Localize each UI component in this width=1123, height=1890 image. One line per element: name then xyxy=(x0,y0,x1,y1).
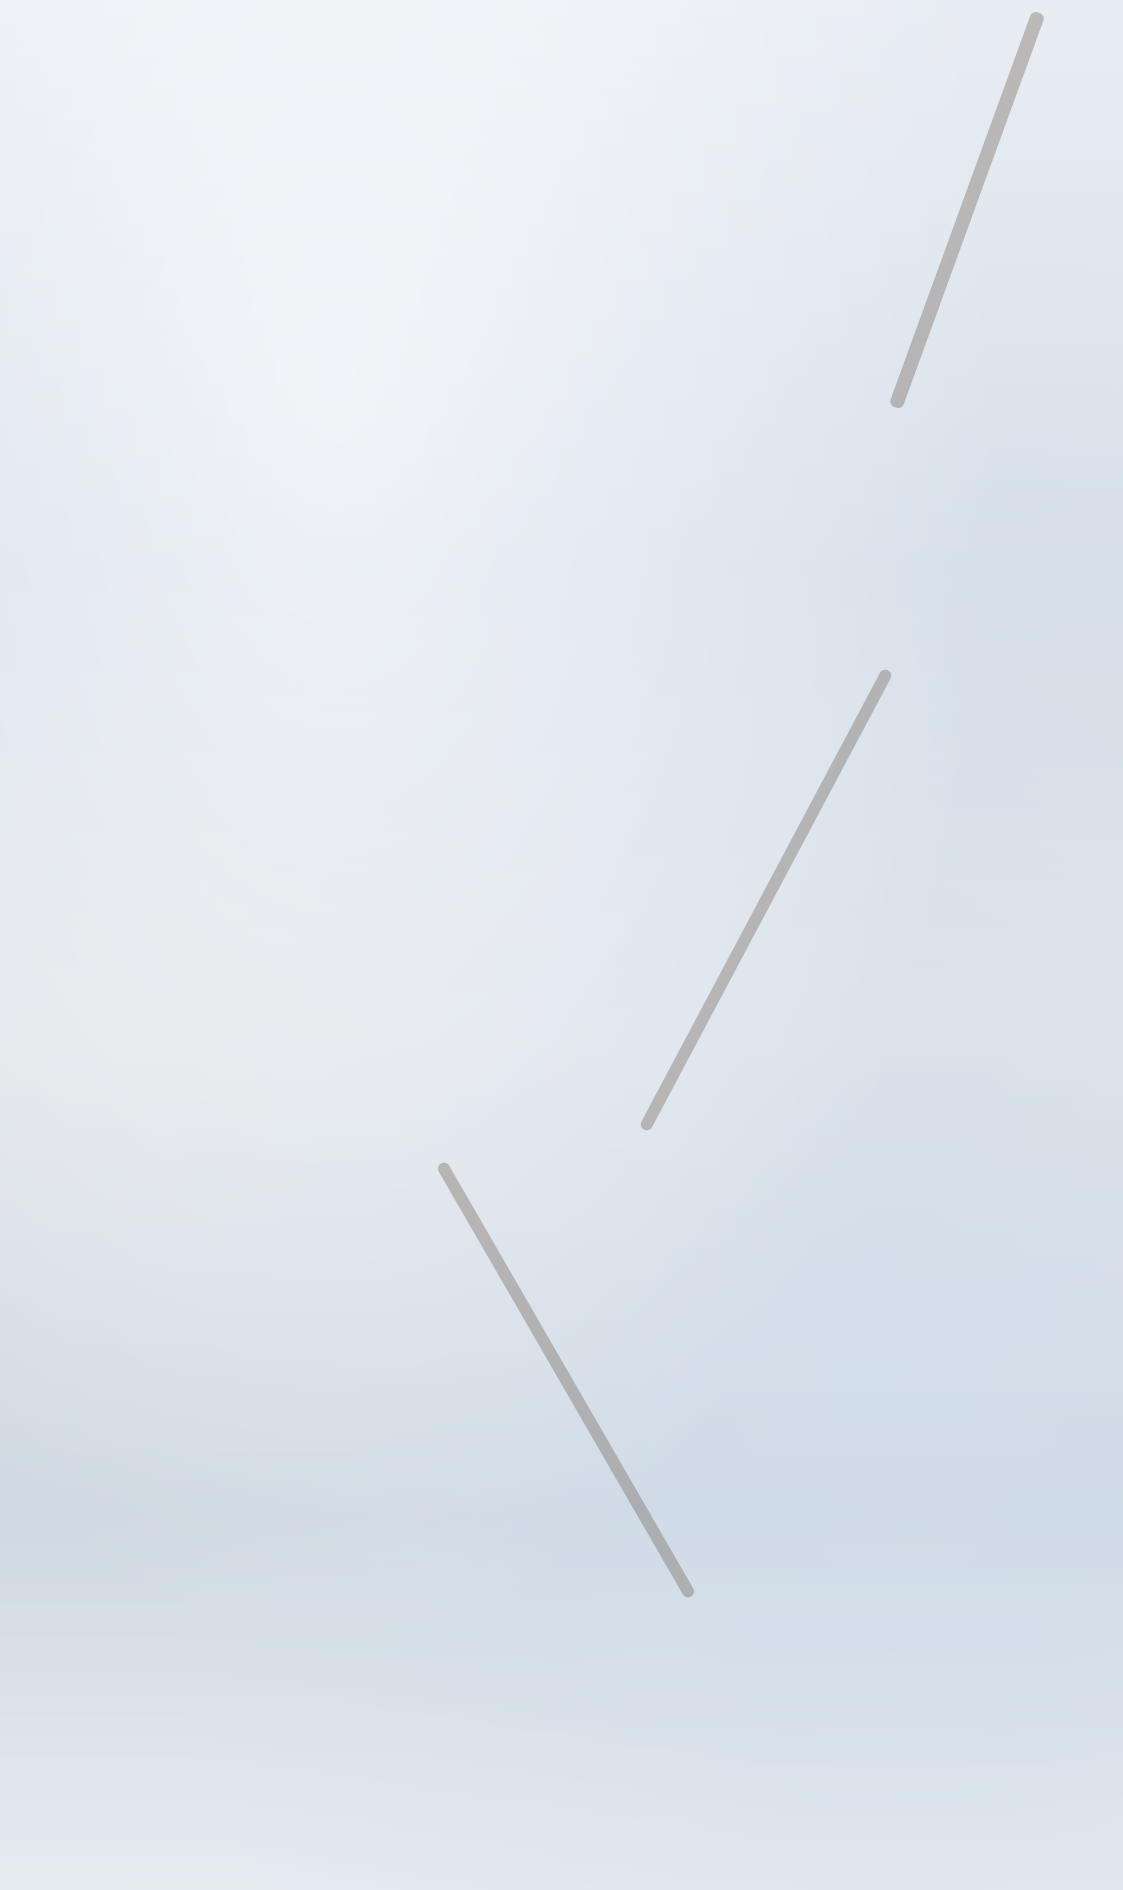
background-branch xyxy=(639,668,894,1133)
background-branch xyxy=(436,1160,696,1599)
background-branch xyxy=(889,10,1046,409)
